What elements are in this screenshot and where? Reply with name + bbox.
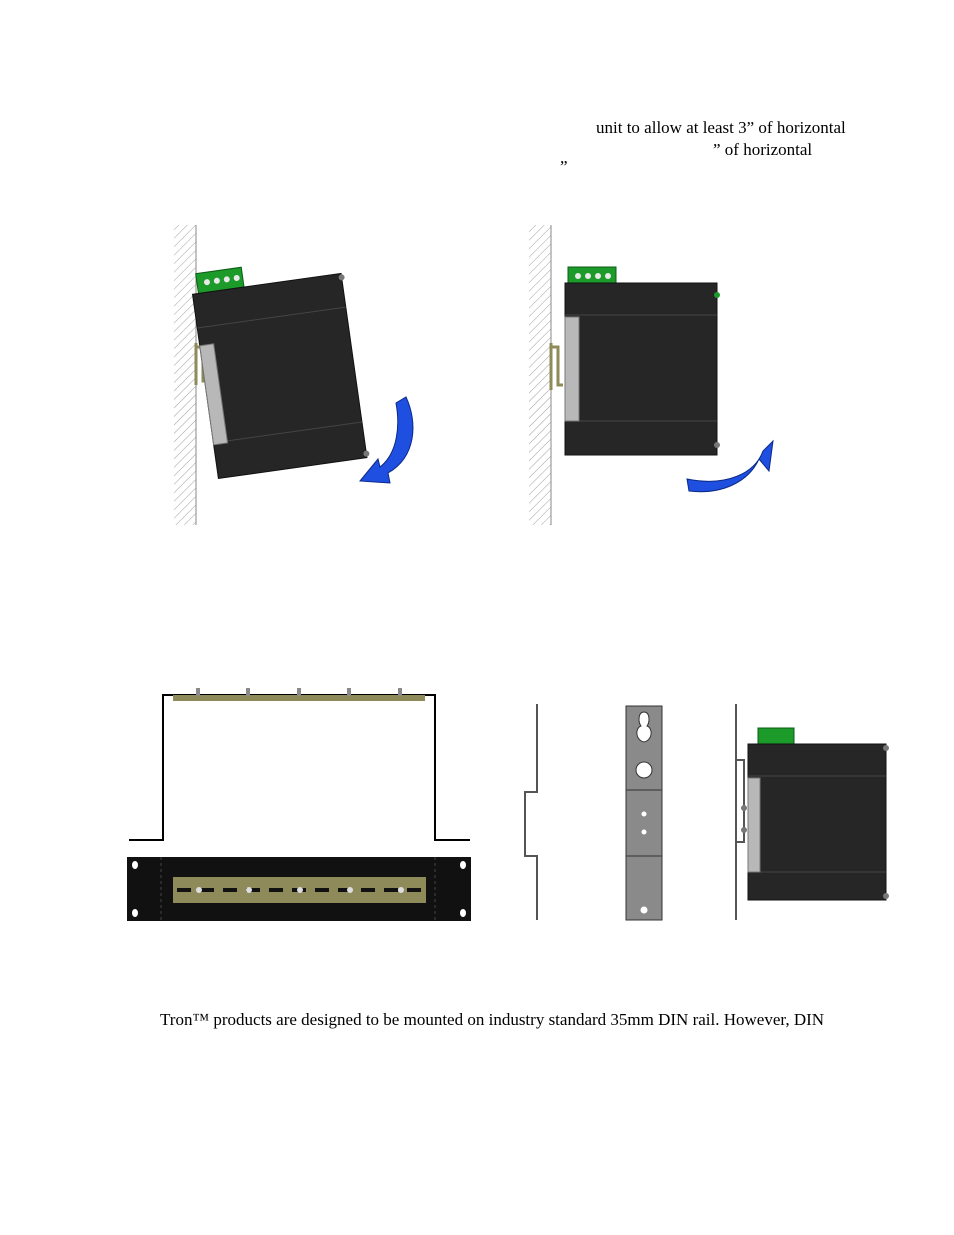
din-clip — [748, 778, 760, 872]
din-rail-side-profile — [518, 702, 548, 924]
wall-mount-plate — [624, 704, 666, 922]
din-rail — [551, 343, 563, 390]
top-text-line-3: ” — [560, 157, 568, 176]
terminal-block — [758, 728, 794, 745]
device-mounted-side-view — [730, 702, 892, 924]
wall — [529, 225, 551, 525]
wall — [174, 225, 196, 525]
device-body — [748, 744, 886, 900]
tilt-device-onto-rail — [170, 225, 430, 530]
din-clip — [565, 317, 579, 421]
device-body — [565, 283, 717, 455]
device-body — [193, 273, 367, 478]
rotate-device-off-rail — [527, 225, 787, 530]
body-text-line-1: Tron™ products are designed to be mounted on industry standard 35mm DIN rail. However, DIN — [160, 1010, 825, 1029]
rotate-clockwise-arrow-icon — [360, 397, 413, 483]
top-text-line-1: unit to allow at least 3” of horizontal — [596, 118, 846, 137]
top-text-line-2: ” of horizontal — [713, 140, 813, 159]
rack-mount-din-bracket-top-view — [125, 685, 475, 845]
rack-panel-with-din-rail-front-view — [125, 855, 475, 925]
